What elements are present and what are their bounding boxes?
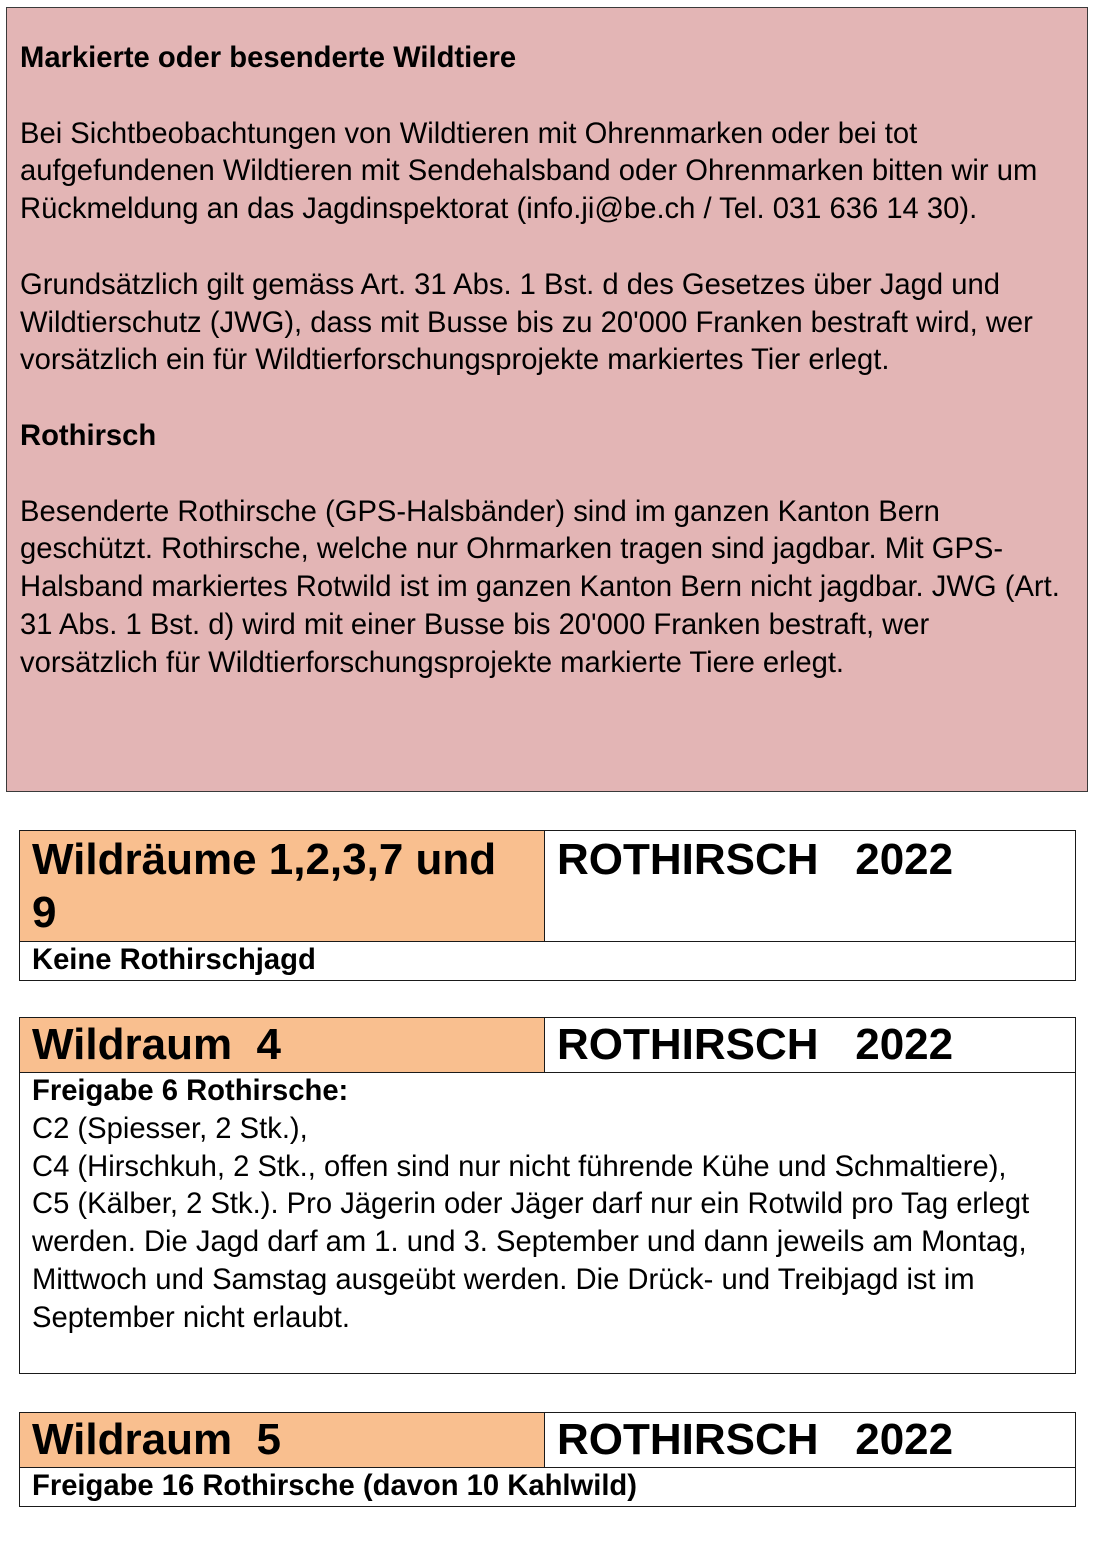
section-table-wildraum-5 — [19, 1412, 1076, 1507]
area-title: Wildraum 4 — [20, 1018, 545, 1073]
notice-paragraph-report: Bei Sichtbeobachtungen von Wildtieren mit Ohrenmarken oder bei tot aufgefundenen Wildtieren mit Sendehalsband oder Ohrenmarken bitten wir um Rückmeldung an das Jagdinspektorat (info.ji@be.ch / Tel. 031 636 14 30). — [20, 117, 1038, 226]
notice-heading-red-deer: Rothirsch — [20, 419, 157, 452]
spacer — [20, 380, 1075, 418]
quota-line-c5: C5 (Kälber, 2 Stk.). Pro Jägerin oder Jäger darf nur ein Rotwild pro Tag erlegt werden. Die Jagd darf am 1. und 3. September und dann jeweils am Montag, Mittwoch und Samstag ausgeübt werden. Die Drück- und Treibjagd ist im September nicht erlaubt. — [32, 1188, 1030, 1334]
section-summary: Keine Rothirschjagd — [32, 944, 316, 976]
spacer — [20, 78, 1075, 116]
section-summary: Freigabe 16 Rothirsche (davon 10 Kahlwild) — [32, 1470, 637, 1502]
area-title: Wildraum 5 — [20, 1413, 545, 1468]
section-body — [20, 942, 1076, 981]
notice-paragraph-law: Grundsätzlich gilt gemäss Art. 31 Abs. 1 Bst. d des Gesetzes über Jagd und Wildtierschutz (JWG), dass mit Busse bis zu 20'000 Franken bestraft wird, wer vorsätzlich ein für Wildtierforschungsprojekte markiertes Tier erlegt. — [20, 268, 1033, 377]
species-year-title: ROTHIRSCH 2022 — [545, 1018, 1076, 1073]
section-table-wildraum-4 — [19, 1017, 1076, 1374]
spacer — [20, 229, 1075, 267]
species-year-title: ROTHIRSCH 2022 — [545, 1413, 1076, 1468]
notice-paragraph-red-deer: Besenderte Rothirsche (GPS-Halsbänder) sind im ganzen Kanton Bern geschützt. Rothirsche, welche nur Ohrmarken tragen sind jagdbar. Mit GPS-Halsband markiertes Rotwild ist im ganzen Kanton Bern nicht jagdbar. JWG (Art. 31 Abs. 1 Bst. d) wird mit einer Busse bis 20'000 Franken bestraft, wer vorsätzlich für Wildtierforschungsprojekte markierte Tiere erlegt. — [20, 495, 1060, 679]
section-summary: Freigabe 6 Rothirsche: — [32, 1075, 349, 1107]
notice-heading-marked-animals: Markierte oder besenderte Wildtiere — [20, 42, 517, 74]
section-body — [20, 1468, 1076, 1507]
quota-line-c2: C2 (Spiesser, 2 Stk.), — [32, 1112, 308, 1145]
section-body — [20, 1073, 1076, 1374]
section-table-wildraeume-1-2-3-7-9 — [19, 830, 1076, 981]
species-year-title: ROTHIRSCH 2022 — [545, 831, 1076, 942]
quota-line-c4: C4 (Hirschkuh, 2 Stk., offen sind nur nicht führende Kühe und Schmaltiere), — [32, 1150, 1007, 1183]
spacer — [20, 456, 1075, 494]
area-title: Wildräume 1,2,3,7 und 9 — [20, 831, 545, 942]
notice-box — [6, 7, 1088, 792]
